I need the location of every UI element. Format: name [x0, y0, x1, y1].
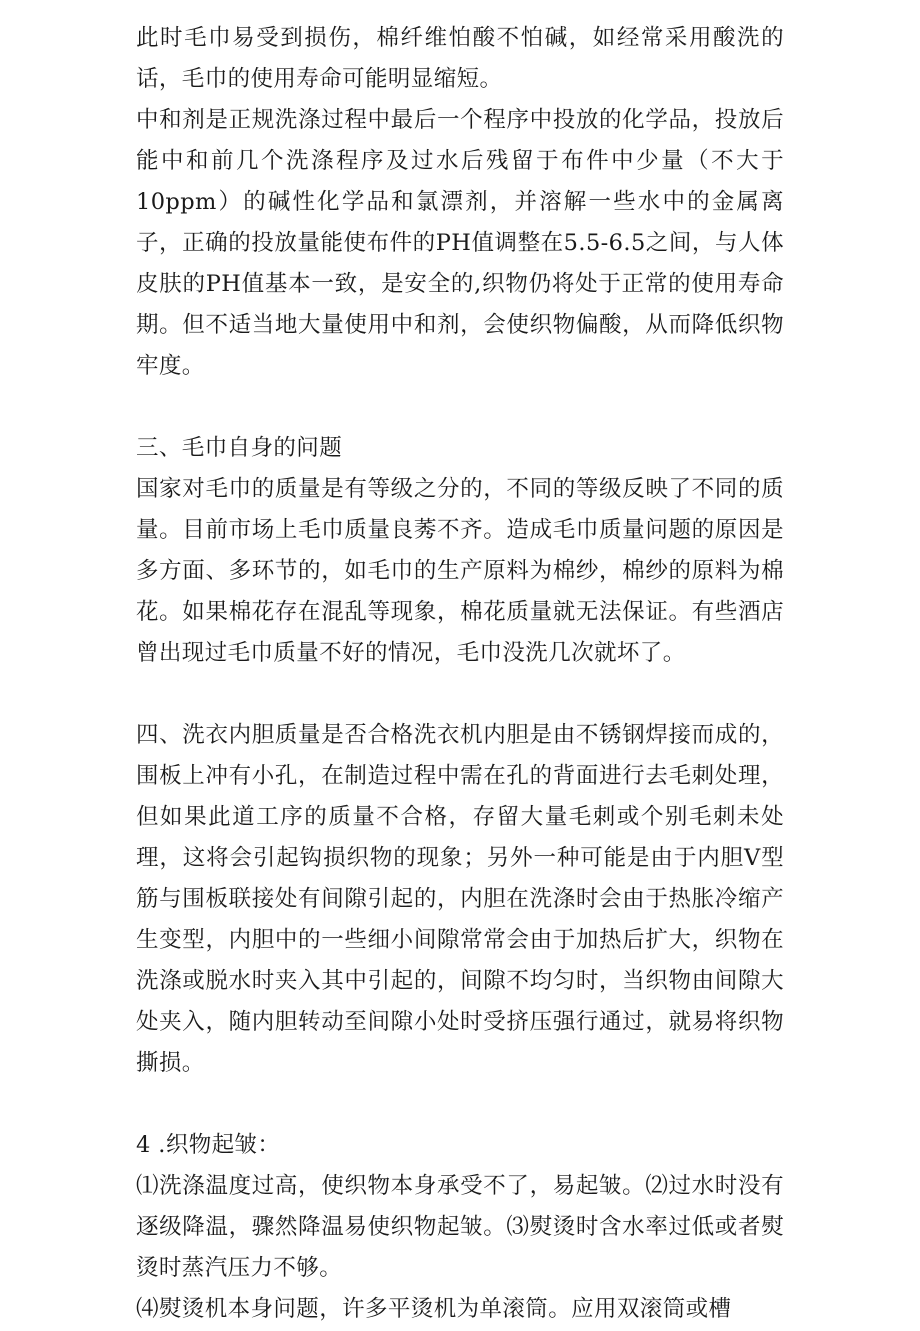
spacer [136, 1084, 784, 1125]
paragraph-washer-drum: 四、洗衣内胆质量是否合格洗衣机内胆是由不锈钢焊接而成的，围板上冲有小孔，在制造过程中需在孔的背面进行去毛刺处理，但如果此道工序的质量不合格，存留大量毛刺或个别毛刺未处理，这将会引起钩损织物的现象；另外一种可能是由于内胆V型筋与围板联接处有间隙引起的，内胆在洗涤时会由于热胀冷缩产生变型，内胆中的一些细小间隙常常会由于加热后扩大，织物在洗涤或脱水时夹入其中引起的，间隙不均匀时，当织物由间隙大处夹入，随内胆转动至间隙小处时受挤压强行通过，就易将织物撕损。 [136, 722, 784, 1076]
document-page [136, 18, 784, 1330]
spacer [136, 674, 784, 715]
section-heading-4: 4 .织物起皱： [136, 1132, 281, 1158]
paragraph-towel-quality: 国家对毛巾的质量是有等级之分的，不同的等级反映了不同的质量。目前市场上毛巾质量良莠不齐。造成毛巾质量问题的原因是多方面、多环节的，如毛巾的生产原料为棉纱，棉纱的原料为棉花。如果棉花存在混乱等现象，棉花质量就无法保证。有些酒店曾出现过毛巾质量不好的情况，毛巾没洗几次就坏了。 [136, 476, 784, 666]
paragraph-neutralizer: 中和剂是正规洗涤过程中最后一个程序中投放的化学品，投放后能中和前几个洗涤程序及过水后残留于布件中少量（不大于10ppm）的碱性化学品和氯漂剂，并溶解一些水中的金属离子，正确的投放量能使布件的PH值调整在5.5-6.5之间，与人体皮肤的PH值基本一致，是安全的,织物仍将处于正常的使用寿命期。但不适当地大量使用中和剂，会使织物偏酸，从而降低织物牢度。 [136, 107, 784, 379]
section-heading-3: 三、毛巾自身的问题 [136, 435, 343, 461]
paragraph-towel-acid: 此时毛巾易受到损伤，棉纤维怕酸不怕碱，如经常采用酸洗的话，毛巾的使用寿命可能明显缩短。 [136, 25, 784, 92]
paragraph-wrinkle-causes: ⑴洗涤温度过高，使织物本身承受不了，易起皱。⑵过水时没有逐级降温，骤然降温易使织物起皱。⑶熨烫时含水率过低或者熨烫时蒸汽压力不够。 [136, 1173, 784, 1281]
spacer [136, 387, 784, 428]
paragraph-ironer: ⑷熨烫机本身问题，许多平烫机为单滚筒。应用双滚筒或槽 [136, 1296, 732, 1322]
